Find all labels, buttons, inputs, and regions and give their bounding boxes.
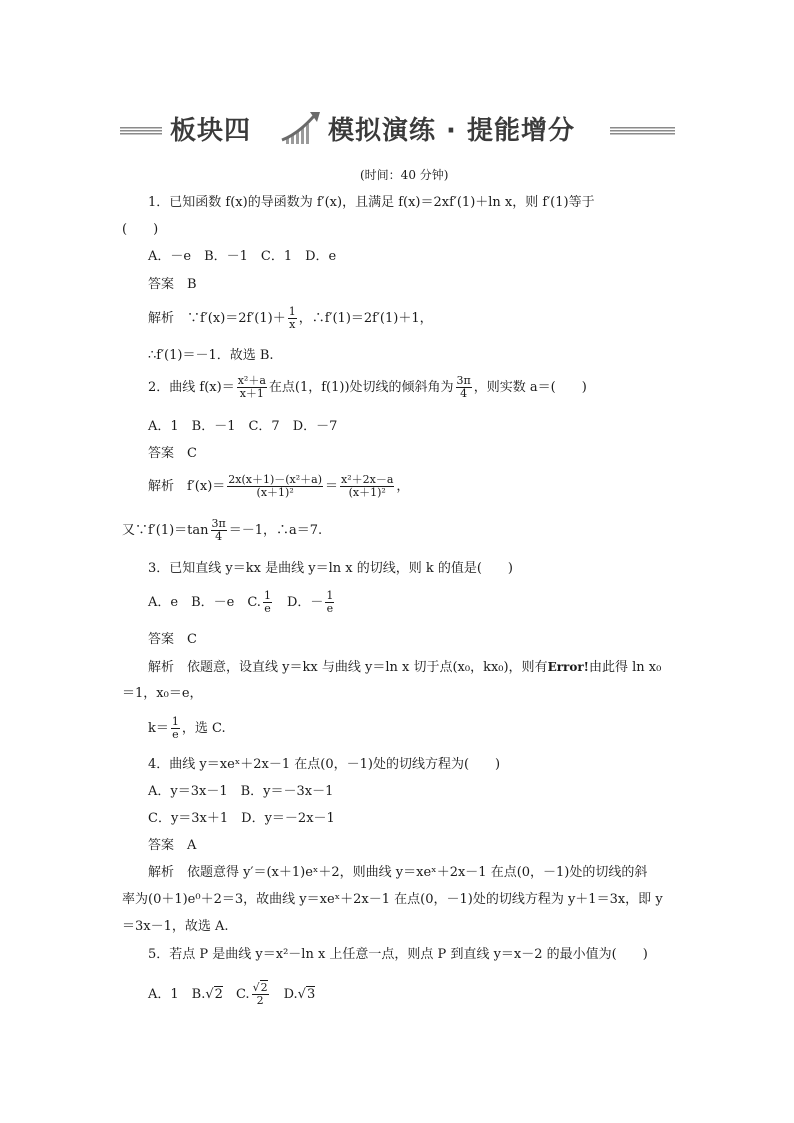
q4-answer: 答案 A [148,838,197,853]
section-header [120,112,675,152]
q2-options: A．1 B．－1 C．7 D．－7 [148,419,338,434]
q1-options: A．－e B．－1 C．1 D．e [148,249,337,264]
q3-stem: 3．已知直线 y＝kx 是曲线 y＝ln x 的切线，则 k 的值是( ) [148,561,513,576]
chart-growth-icon [280,108,324,148]
q4-analysis-2: 率为(0＋1)e⁰＋2＝3，故曲线 y＝xeˣ＋2x－1 在点(0，－1)处的切线方程为 y＋1＝3x，即 y [122,892,663,907]
q4-options-1: A．y＝3x－1 B．y＝－3x－1 [148,784,334,799]
q3-options: A．e B．－e C. $\frac{1}{e}$ D．－ $\frac{1}{e}$ [148,589,334,615]
q4-options-2: C．y＝3x＋1 D．y＝－2x－1 [148,811,335,826]
q1-stem: 1．已知函数 f(x)的导函数为 f′(x)，且满足 f(x)＝2xf′(1)＋ln x，则 f′(1)等于 [148,195,595,210]
q1-analysis-2: ∴f′(1)＝－1．故选 B. [148,348,274,363]
q2-analysis-2: 又∵f′(1)＝tan $\frac{3\pi}{4}$ ＝－1，∴a＝7. [122,517,323,543]
header-rule-right [610,127,675,136]
header-rule-left [120,127,162,136]
q4-stem: 4．曲线 y＝xeˣ＋2x－1 在点(0，－1)处的切线方程为( ) [148,757,501,772]
q4-analysis-1: 解析 依题意得 y′＝(x＋1)eˣ＋2，则曲线 y＝xeˣ＋2x－1 在点(0，－1)处的切线的斜 [148,865,648,880]
header-left-title: 板块四 [170,116,252,146]
q1-answer: 答案 B [148,277,197,292]
q5-stem: 5．若点 P 是曲线 y＝x²－ln x 上任意一点，则点 P 到直线 y＝x－2 的最小值为( ) [148,947,648,962]
q2-answer: 答案 C [148,446,197,461]
q3-analysis-3: k＝ $\frac{1}{e}$ ，选 C. [148,715,226,741]
q3-analysis-1: 解析 依题意，设直线 y＝kx 与曲线 y＝ln x 切于点(x₀，kx₀)，则有Error!由此得 ln x₀ [148,660,662,675]
q1-paren: ( ) [122,222,159,237]
q2-analysis-1: 解析 f′(x)＝ $\frac{\text{2x(x＋1)－(x²＋a)}}{\text{(x＋1)²}}$ ＝ $\frac{\text{x²＋2x－a}}{\text{(x＋1)²}}$ ， [148,473,410,499]
q1-analysis-1: 解析 ∵f′(x)＝2f′(1)＋ $\frac{1}{x}$ ，∴f′(1)＝2f′(1)＋1， [148,305,433,331]
header-right-title: 模拟演练 · 提能增分 [328,116,575,146]
time-note: (时间：40 分钟) [360,168,449,182]
q2-stem: 2．曲线 f(x)＝ $\frac{\text{x²＋a}}{x+1}$ 在点(1，f(1))处切线的倾斜角为 $\frac{3\pi}{4}$ ，则实数 a＝( ) [148,374,587,400]
q5-options: A．1 B.√2 C. $\frac{√2}{2}$ D.√3 [148,981,316,1007]
q3-analysis-2: ＝1，x₀＝e， [122,686,203,701]
q3-answer: 答案 C [148,632,197,647]
q4-analysis-3: ＝3x－1，故选 A. [122,919,229,934]
